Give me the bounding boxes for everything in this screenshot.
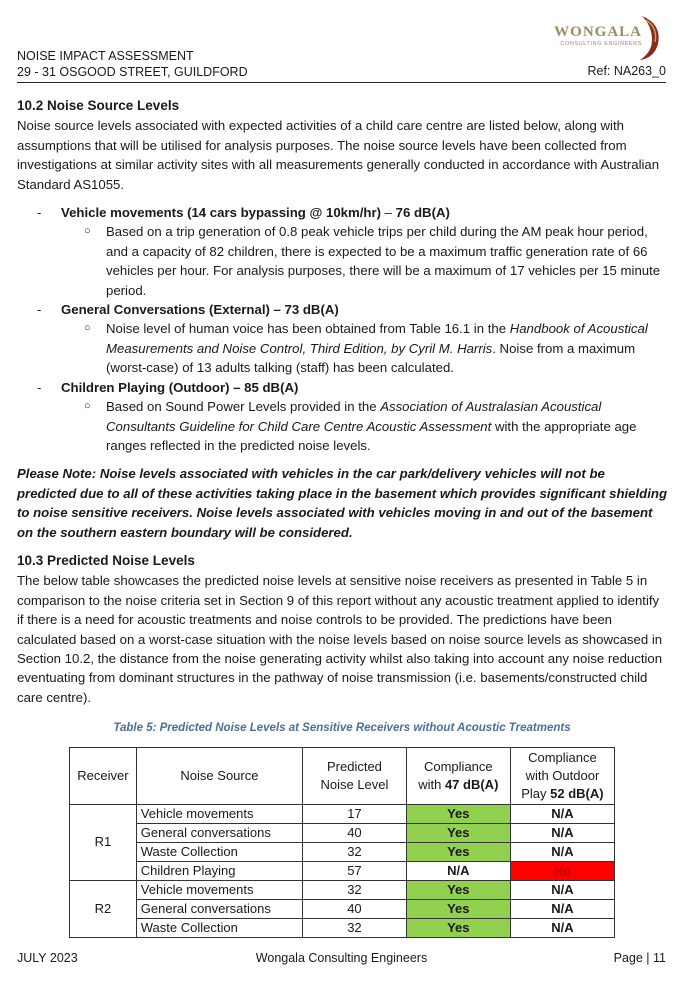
dash-bullet: - <box>37 205 42 221</box>
table-row <box>70 842 615 861</box>
header-title <box>17 48 248 80</box>
cell-compliance: Yes <box>406 918 510 937</box>
cell-source: General conversations <box>136 823 302 842</box>
bullet-title: Children Playing (Outdoor) – 85 dB(A) <box>61 379 299 395</box>
list-item-conversations <box>17 300 667 378</box>
table-row <box>70 823 615 842</box>
cell-source: Vehicle movements <box>136 804 302 823</box>
section-heading-10-2: 10.2 Noise Source Levels <box>17 98 180 113</box>
section-intro-10-2: Noise source levels associated with expected activities of a child care centre are listed below, along with assumptions that will be utilised for analysis purposes. The noise source levels have been collected from investigations at similar activity sites with all measurements generally conducted in accordance with Australian Standard AS1055. <box>17 118 660 192</box>
cell-level: 40 <box>303 899 407 918</box>
table-caption: Table 5: Predicted Noise Levels at Sensitive Receivers without Acoustic Treatments <box>113 722 571 735</box>
cell-compliance: N/A <box>406 861 510 880</box>
bullet-level: 76 dB(A) <box>395 205 450 221</box>
reference-title: Handbook of Acoustical Measurements and Noise Control, Third Edition, by Cyril M. Harris <box>106 321 648 356</box>
sub-list-item <box>61 319 667 377</box>
table-row <box>70 804 615 823</box>
cell-compliance: Yes <box>406 804 510 823</box>
sub-text: Based on Sound Power Levels provided in the <box>106 399 381 415</box>
cell-compliance-outdoor: N/A <box>510 804 614 823</box>
cell-level: 32 <box>303 880 407 899</box>
sub-text: Based on a trip generation of 0.8 peak vehicle trips per child during the AM peak hour period, and a capacity of 82 children, there is expected to be a maximum traffic generation rate of 66 vehicles per hour. For analysis purposes, there will be a maximum of 17 vehicles per 15 minute period. <box>106 224 661 298</box>
table-row <box>70 899 615 918</box>
sub-list <box>61 319 667 377</box>
header-divider <box>17 82 666 83</box>
cell-compliance-outdoor: N/A <box>510 842 614 861</box>
circle-bullet-icon: ○ <box>84 322 91 335</box>
footer-page-number: Page | 11 <box>613 951 666 965</box>
cell-compliance-outdoor: N/A <box>510 880 614 899</box>
cell-compliance-outdoor: No <box>510 861 614 880</box>
cell-compliance-outdoor: N/A <box>510 918 614 937</box>
footer-company: Wongala Consulting Engineers <box>255 951 428 965</box>
table-row <box>70 918 615 937</box>
cell-source: General conversations <box>136 899 302 918</box>
receiver-r2: R2 <box>70 880 137 937</box>
predicted-noise-table <box>69 747 615 938</box>
sub-text: . Noise from a maximum (worst-case) of 13 adults talking (staff) has been calculated. <box>106 340 636 376</box>
cell-level: 32 <box>303 918 407 937</box>
reference-title: Association of Australasian Acoustical Consultants Guideline for Child Care Centre Acoustic Assessment <box>106 399 602 434</box>
cell-compliance-outdoor: N/A <box>510 899 614 918</box>
sub-text: Noise level of human voice has been obtained from Table 16.1 in the <box>106 321 510 337</box>
table-row <box>70 880 615 899</box>
footer-date: JULY 2023 <box>17 951 78 965</box>
doc-address: 29 - 31 OSGOOD STREET, GUILDFORD <box>17 65 248 79</box>
cell-compliance: Yes <box>406 823 510 842</box>
sub-list <box>61 397 667 455</box>
sub-list-item <box>61 397 667 455</box>
cell-source: Vehicle movements <box>136 880 302 899</box>
logo-subtitle: CONSULTING ENGINEERS <box>560 41 642 47</box>
list-item-children <box>17 378 667 456</box>
table-row <box>70 861 615 880</box>
company-logo <box>546 14 666 62</box>
table-header-row <box>70 747 615 804</box>
circle-bullet-icon: ○ <box>84 400 91 413</box>
cell-level: 40 <box>303 823 407 842</box>
cell-compliance: Yes <box>406 899 510 918</box>
receiver-r1: R1 <box>70 804 137 880</box>
sub-list <box>61 222 667 300</box>
section-intro-10-3: The below table showcases the predicted noise levels at sensitive noise receivers as presented in Table 5 in comparison to the noise criteria set in Section 9 of this report without any acoustic treatment applied to identify if there is a need for acoustic treatments and noise controls to be provided. The predictions have been calculated based on a worst-case situation with the noise levels based on noise source levels as showcased in Section 10.2, the distance from the noise generating activity whilst also taking into account any noise reduction eventuating from dominant structures in the pathway of noise transmission (i.e. basements/constructed child care centre). <box>17 573 663 705</box>
header-compliance-52: Compliance with Outdoor Play 52 dB(A) <box>510 747 614 804</box>
cell-source: Children Playing <box>136 861 302 880</box>
reference-number: Ref: NA263_0 <box>587 64 666 78</box>
cell-compliance-outdoor: N/A <box>510 823 614 842</box>
list-item-vehicle <box>17 203 667 300</box>
bullet-title: General Conversations (External) – 73 dB(A) <box>61 302 339 318</box>
dash-bullet: - <box>37 379 42 395</box>
cell-source: Waste Collection <box>136 918 302 937</box>
dash-bullet: - <box>37 302 42 318</box>
circle-bullet-icon: ○ <box>84 225 91 238</box>
cell-level: 57 <box>303 861 407 880</box>
sub-list-item <box>61 222 667 300</box>
cell-level: 17 <box>303 804 407 823</box>
header-predicted: Predicted Noise Level <box>303 747 407 804</box>
doc-title: NOISE IMPACT ASSESSMENT <box>17 49 194 63</box>
please-note: Please Note: Noise levels associated with vehicles in the car park/delivery vehicles will not be predicted due to all of these activities taking place in the basement which provides significant shielding to noise sensitive receivers. Noise levels associated with vehicles moving in and out of the basement on the southern eastern boundary will be considered. <box>17 466 667 540</box>
cell-compliance: Yes <box>406 880 510 899</box>
header-compliance-47: Compliance with 47 dB(A) <box>406 747 510 804</box>
noise-source-list <box>17 203 667 455</box>
bullet-title: Vehicle movements (14 cars bypassing @ 10km/hr) <box>61 205 381 221</box>
logo-name: WONGALA <box>554 24 642 40</box>
section-heading-10-3: 10.3 Predicted Noise Levels <box>17 552 195 568</box>
header-noise-source: Noise Source <box>136 747 302 804</box>
page-content <box>17 96 667 938</box>
cell-compliance: Yes <box>406 842 510 861</box>
bullet-sep: – <box>380 205 396 221</box>
sub-text: with the appropriate age ranges reflected in the predicted noise levels. <box>106 418 637 453</box>
cell-level: 32 <box>303 842 407 861</box>
header-receiver: Receiver <box>70 747 137 804</box>
cell-source: Waste Collection <box>136 842 302 861</box>
page-header <box>17 14 666 80</box>
